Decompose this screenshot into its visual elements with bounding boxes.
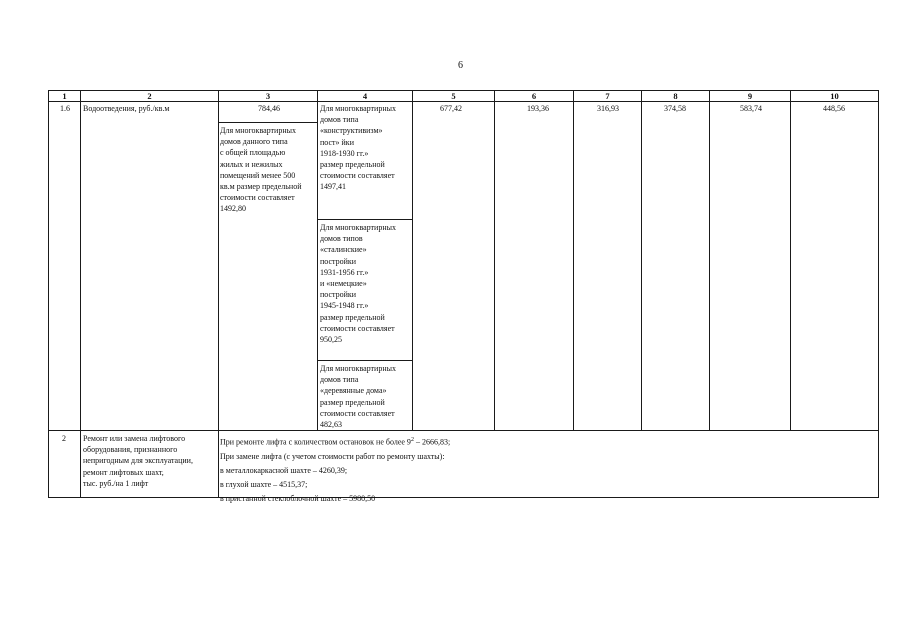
- header-cell: 3: [265, 91, 271, 101]
- row-separator: [48, 430, 879, 431]
- row-name: Ремонт или замена лифтового оборудования, признанного непригодным для эксплуатации, ремонт лифтовых шахт, тыс. руб./на 1 лифт: [83, 434, 193, 488]
- table-left-border: [48, 90, 49, 498]
- row-number: 1.6: [60, 104, 70, 113]
- header-cell: 6: [531, 91, 537, 101]
- col4-block-stalin: Для многоквартирных домов типов «сталинские» постройки 1931-1956 гг.» и «немецкие» постройки 1945-1948 гг.» размер предельной стоимости составляет 950,25: [320, 223, 396, 345]
- header-cell: 8: [673, 91, 678, 101]
- header-cell: 4: [362, 91, 368, 101]
- col3-note: Для многоквартирных домов данного типа с общей площадью жилых и нежилых помещений менее 500 кв.м размер предельной стоимости составляет 1492,80: [220, 126, 302, 214]
- page-number: 6: [458, 60, 463, 71]
- header-cell: 5: [451, 91, 456, 101]
- col4-block-wooden: Для многоквартирных домов типа «деревянные дома» размер предельной стоимости составляет 482,63: [320, 364, 396, 430]
- table-bottom-border: [48, 497, 879, 498]
- col-divider: [573, 90, 574, 431]
- col6-value: 193,36: [527, 104, 549, 113]
- col10-value: 448,56: [823, 104, 845, 113]
- header-cell: 10: [830, 91, 839, 101]
- col4-block-divider: [317, 219, 412, 220]
- col7-value: 316,93: [597, 104, 619, 113]
- col-divider: [412, 90, 413, 431]
- col-divider: [709, 90, 710, 431]
- col-divider: [641, 90, 642, 431]
- row-number: 2: [62, 434, 66, 443]
- row-name: Водоотведения, руб./кв.м: [83, 104, 170, 113]
- header-cell: 1: [62, 91, 67, 101]
- col-divider: [790, 90, 791, 431]
- col3-value: 784,46: [258, 104, 280, 113]
- col8-value: 374,58: [664, 104, 686, 113]
- col4-block-constructivism: Для многоквартирных домов типа «конструктивизм» пост» йки 1918-1930 гг.» размер предельной стоимости составляет 1497,41: [320, 104, 396, 192]
- header-cell: 2: [147, 91, 152, 101]
- header-cell: 9: [747, 91, 753, 101]
- lift-repair-details: При ремонте лифта с количеством остановок не более $9^2 - 2666,83$; При замене лифта (с учетом стоимости работ по ремонту шахты): в металлокаркасной шахте – 4260,39; в глухой шахте – 4515,37; в пристанной стеклоблочной шахте – 5980,50: [220, 437, 451, 503]
- table-right-border: [878, 90, 879, 498]
- col-divider: [494, 90, 495, 431]
- col3-note-divider: [218, 122, 318, 123]
- col4-block-divider: [317, 360, 412, 361]
- col-divider: [218, 90, 219, 498]
- col-divider: [80, 90, 81, 498]
- header-cell: 7: [605, 91, 610, 101]
- col5-value: 677,42: [440, 104, 462, 113]
- col-divider: [317, 90, 318, 431]
- col9-value: 583,74: [740, 104, 762, 113]
